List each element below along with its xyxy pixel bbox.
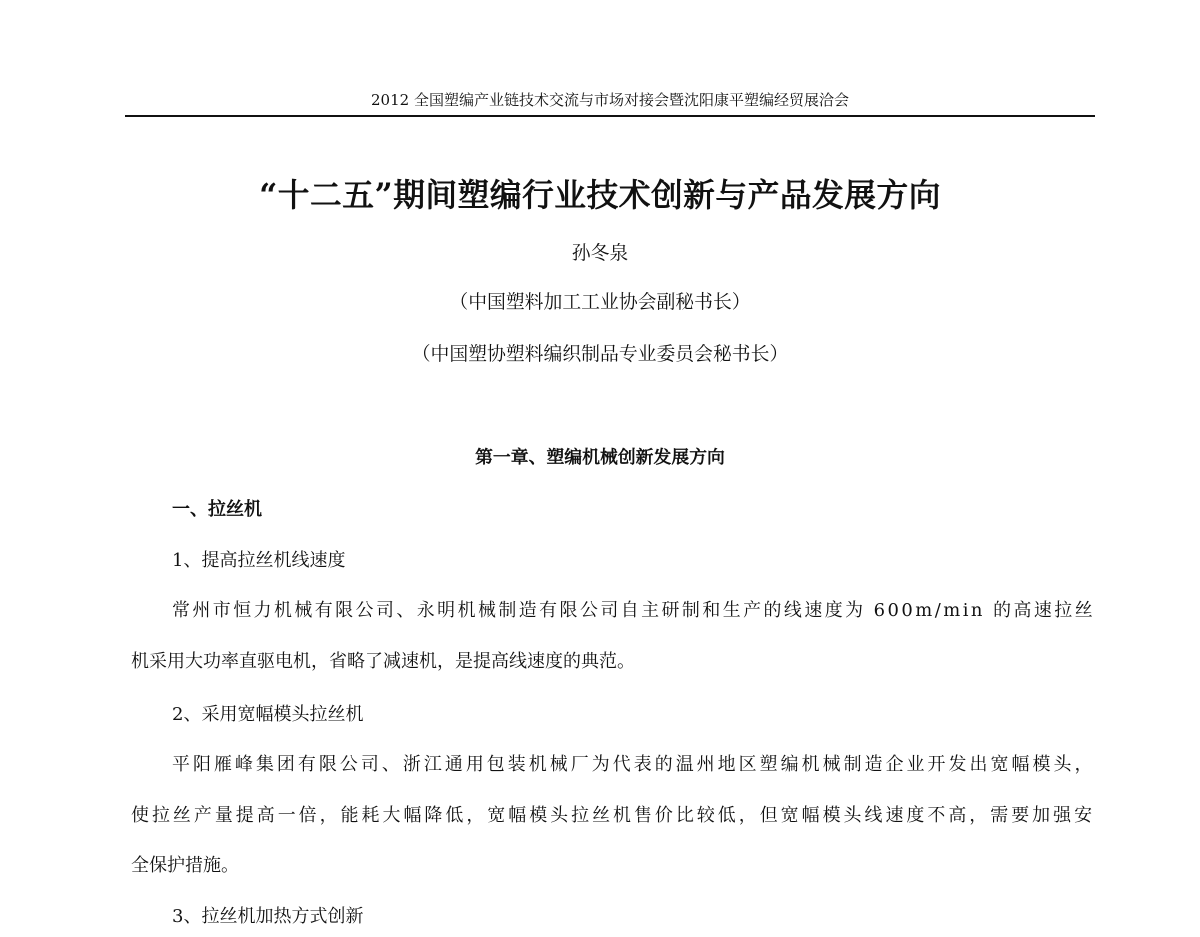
paragraph-2-line-1: 平阳雁峰集团有限公司、浙江通用包装机械厂为代表的温州地区塑编机械制造企业开发出宽幅模头， <box>172 754 1096 775</box>
running-header: 2012 全国塑编产业链技术交流与市场对接会暨沈阳康平塑编经贸展洽会 <box>371 91 849 109</box>
subheading-3: 3、拉丝机加热方式创新 <box>172 906 364 927</box>
subheading-2: 2、采用宽幅模头拉丝机 <box>172 704 364 725</box>
paragraph-1-line-2: 机采用大功率直驱电机，省略了减速机，是提高线速度的典范。 <box>131 651 635 672</box>
section-heading: 一、拉丝机 <box>172 499 262 520</box>
chapter-heading: 第一章、塑编机械创新发展方向 <box>475 447 725 468</box>
paragraph-1-line-1: 常州市恒力机械有限公司、永明机械制造有限公司自主研制和生产的线速度为 600m/min 的高速拉丝 <box>172 600 1096 621</box>
author-name: 孙冬泉 <box>571 243 629 264</box>
author-affiliation-2: （中国塑协塑料编织制品专业委员会秘书长） <box>411 344 789 365</box>
header-rule <box>125 115 1095 117</box>
paragraph-2-line-2: 使拉丝产量提高一倍，能耗大幅降低，宽幅模头拉丝机售价比较低，但宽幅模头线速度不高，需要加强安 <box>131 805 1096 826</box>
author-affiliation-1: （中国塑料加工工业协会副秘书长） <box>449 292 751 313</box>
subheading-1: 1、提高拉丝机线速度 <box>172 550 346 571</box>
article-title: “十二五”期间塑编行业技术创新与产品发展方向 <box>259 177 941 214</box>
paragraph-2-line-3: 全保护措施。 <box>131 855 239 876</box>
